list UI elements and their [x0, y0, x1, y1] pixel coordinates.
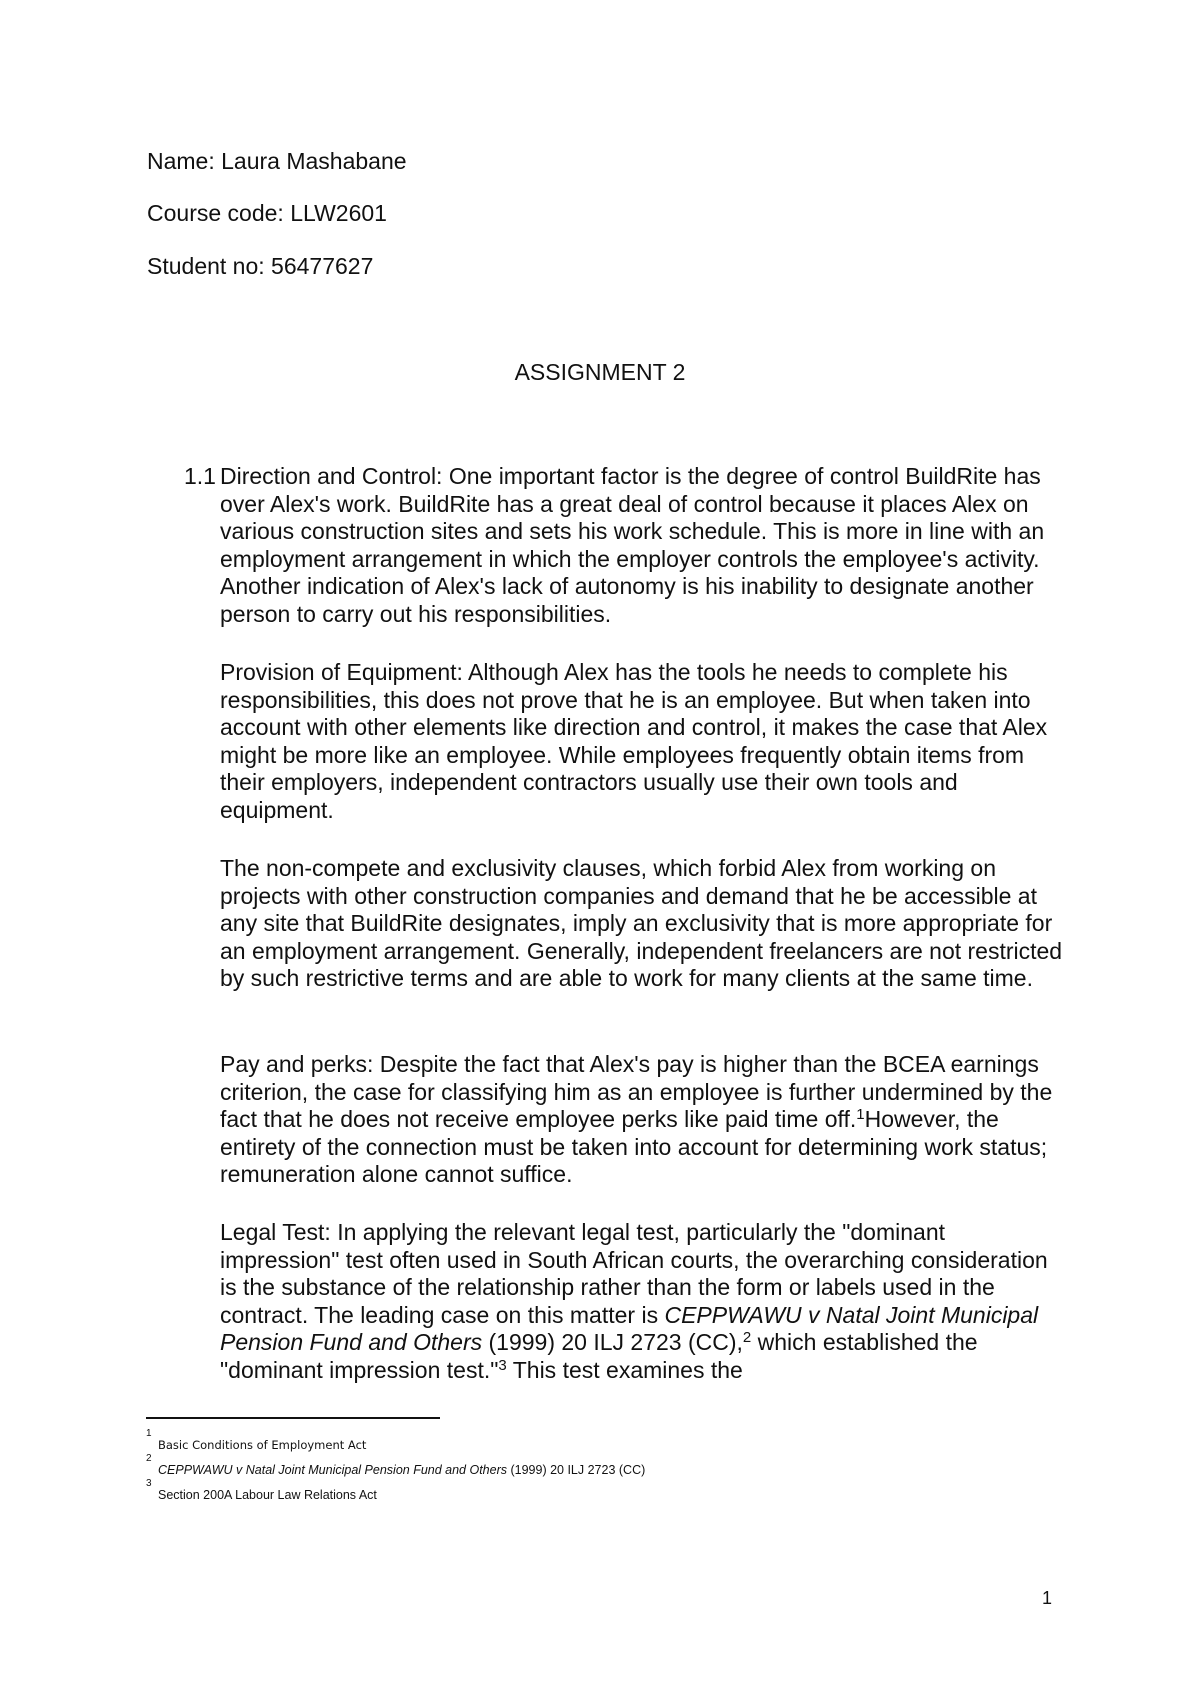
- legal-test-text-mid: which established the "dominant impression test.": [220, 1329, 978, 1383]
- paragraph-provision-equipment: Provision of Equipment: Although Alex has the tools he needs to complete his responsibilities, this does not prove that he is an employee. But when taken into account with other elements like direction and control, it makes the case that Alex might be more like an employee. While employees frequently obtain items from their employers, independent contractors usually use their own tools and equipment.: [220, 659, 1048, 823]
- legal-test-text: Legal Test: In applying the relevant legal test, particularly the "dominant impression" test often used in South African courts, the overarching consideration is the substance of the relationship rather than the form or labels used in the contract. The leading case on this matter is: [220, 1219, 1048, 1328]
- footnote-text: [158, 1463, 645, 1478]
- course-code-line: Course code: LLW2601: [147, 200, 387, 226]
- footnote-separator: [146, 1417, 440, 1419]
- paragraph-direction-control: Direction and Control: One important factor is the degree of control BuildRite has over Alex's work. BuildRite has a great deal of control because it places Alex on various construction sites and sets his work schedule. This is more in line with an employment arrangement in which the employer controls the employee's activity. Another indication of Alex's lack of autonomy is his inability to designate another person to carry out his responsibilities.: [220, 463, 1045, 627]
- footnote-text: Basic Conditions of Employment Act: [158, 1438, 367, 1452]
- footnote-number: 1: [146, 1428, 152, 1439]
- footnote-ref-3[interactable]: 3: [498, 1356, 507, 1374]
- footnote-case-name: CEPPWAWU v Natal Joint Municipal Pension Fund and Others: [158, 1463, 507, 1477]
- footnote-3: [146, 1478, 1046, 1503]
- list-number: 1.1: [184, 463, 216, 489]
- pay-perks-text: Pay and perks: Despite the fact that Alex's pay is higher than the BCEA earnings criterion, the case for classifying him as an employee is further undermined by the fact that he does not receive employee perks like paid time off.: [220, 1051, 1053, 1132]
- footnote-ref-2[interactable]: 2: [742, 1329, 752, 1346]
- student-name-line: Name: Laura Mashabane: [147, 148, 407, 174]
- assignment-title: ASSIGNMENT 2: [514, 359, 686, 385]
- footnote-ref-1[interactable]: 1: [856, 1106, 865, 1123]
- footnotes: [146, 1428, 1046, 1503]
- footnote-number: 2: [146, 1453, 152, 1464]
- page-number: 1: [1042, 1588, 1053, 1608]
- pay-perks-text-cont: However, the entirety of the connection must be taken into account for determining work status; remuneration alone cannot suffice.: [220, 1106, 1048, 1187]
- case-name: CEPPWAWU v Natal Joint Municipal Pension Fund and Others: [220, 1301, 1039, 1355]
- case-citation: (1999) 20 ILJ 2723 (CC),: [482, 1329, 743, 1355]
- footnote-number: 3: [146, 1478, 152, 1489]
- student-number-line: Student no: 56477627: [147, 253, 374, 279]
- footnote-2: [146, 1453, 1046, 1478]
- legal-test-text-end: This test examines the: [506, 1356, 743, 1383]
- paragraph-non-compete: The non-compete and exclusivity clauses, which forbid Alex from working on projects with other construction companies and demand that he be accessible at any site that BuildRite designates, imply an exclusivity that is more appropriate for an employment arrangement. Generally, independent freelancers are not restricted by such restrictive terms and are able to work for many clients at the same time.: [220, 855, 1063, 991]
- footnote-1: [146, 1428, 1046, 1453]
- footnote-text: Section 200A Labour Law Relations Act: [158, 1488, 377, 1502]
- paragraph-pay-perks: [220, 1051, 1070, 1189]
- paragraph-legal-test: [220, 1219, 1070, 1384]
- footnote-citation: (1999) 20 ILJ 2723 (CC): [507, 1463, 646, 1477]
